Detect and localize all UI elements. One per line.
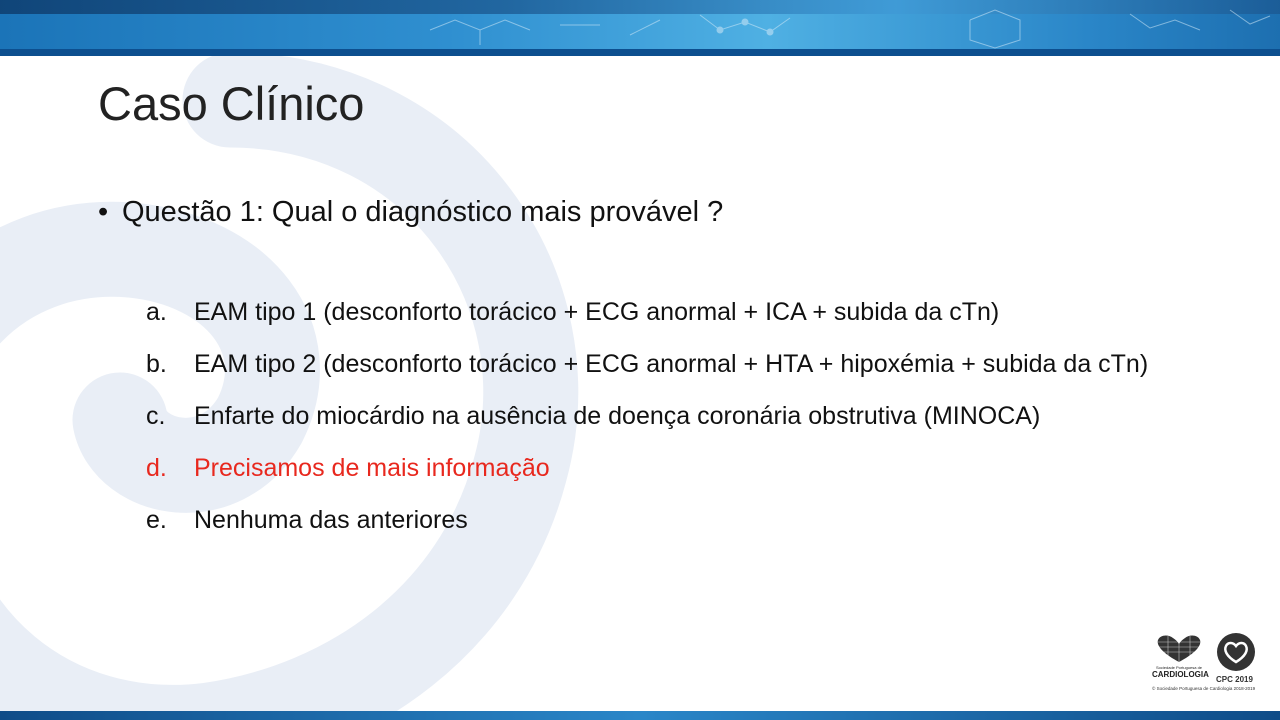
banner-bottom-band	[0, 49, 1280, 56]
option-text: Nenhuma das anteriores	[194, 506, 468, 534]
bullet: •	[98, 196, 109, 228]
option-letter: c.	[146, 402, 166, 430]
question	[98, 196, 1198, 229]
cpc-heart-icon	[1214, 632, 1260, 672]
option-letter: b.	[146, 350, 167, 378]
question-text: Questão 1: Qual o diagnóstico mais provável ?	[122, 196, 724, 228]
option-letter: d.	[146, 454, 167, 482]
bottom-banner	[0, 711, 1280, 720]
option-a	[146, 290, 1206, 335]
option-letter: a.	[146, 298, 167, 326]
option-letter: e.	[146, 506, 167, 534]
top-banner	[0, 0, 1280, 56]
option-c	[146, 394, 1206, 439]
copyright-footer: © Sociedade Portuguesa de Cardiologia 2018-2019	[1152, 686, 1256, 691]
spc-org-label: Sociedade Portuguesa de	[1156, 665, 1203, 670]
option-text: Enfarte do miocárdio na ausência de doença coronária obstrutiva (MINOCA)	[194, 402, 1041, 430]
option-text: Precisamos de mais informação	[194, 454, 550, 482]
option-text: EAM tipo 1 (desconforto torácico + ECG anormal + ICA + subida da cTn)	[194, 298, 1000, 326]
option-text: EAM tipo 2 (desconforto torácico + ECG anormal + HTA + hipoxémia + subida da cTn)	[194, 350, 1149, 378]
slide-title: Caso Clínico	[98, 77, 365, 130]
spc-name-label: CARDIOLOGIA	[1152, 670, 1209, 679]
option-e	[146, 498, 1206, 543]
option-b	[146, 342, 1206, 387]
cpc-logo	[1214, 632, 1260, 688]
heart-grid-icon	[1150, 632, 1208, 666]
option-d	[146, 446, 1206, 491]
answer-options	[146, 290, 1206, 550]
cpc-label: CPC 2019	[1216, 675, 1253, 684]
molecule-pattern	[0, 0, 1280, 56]
logos	[1150, 632, 1260, 696]
